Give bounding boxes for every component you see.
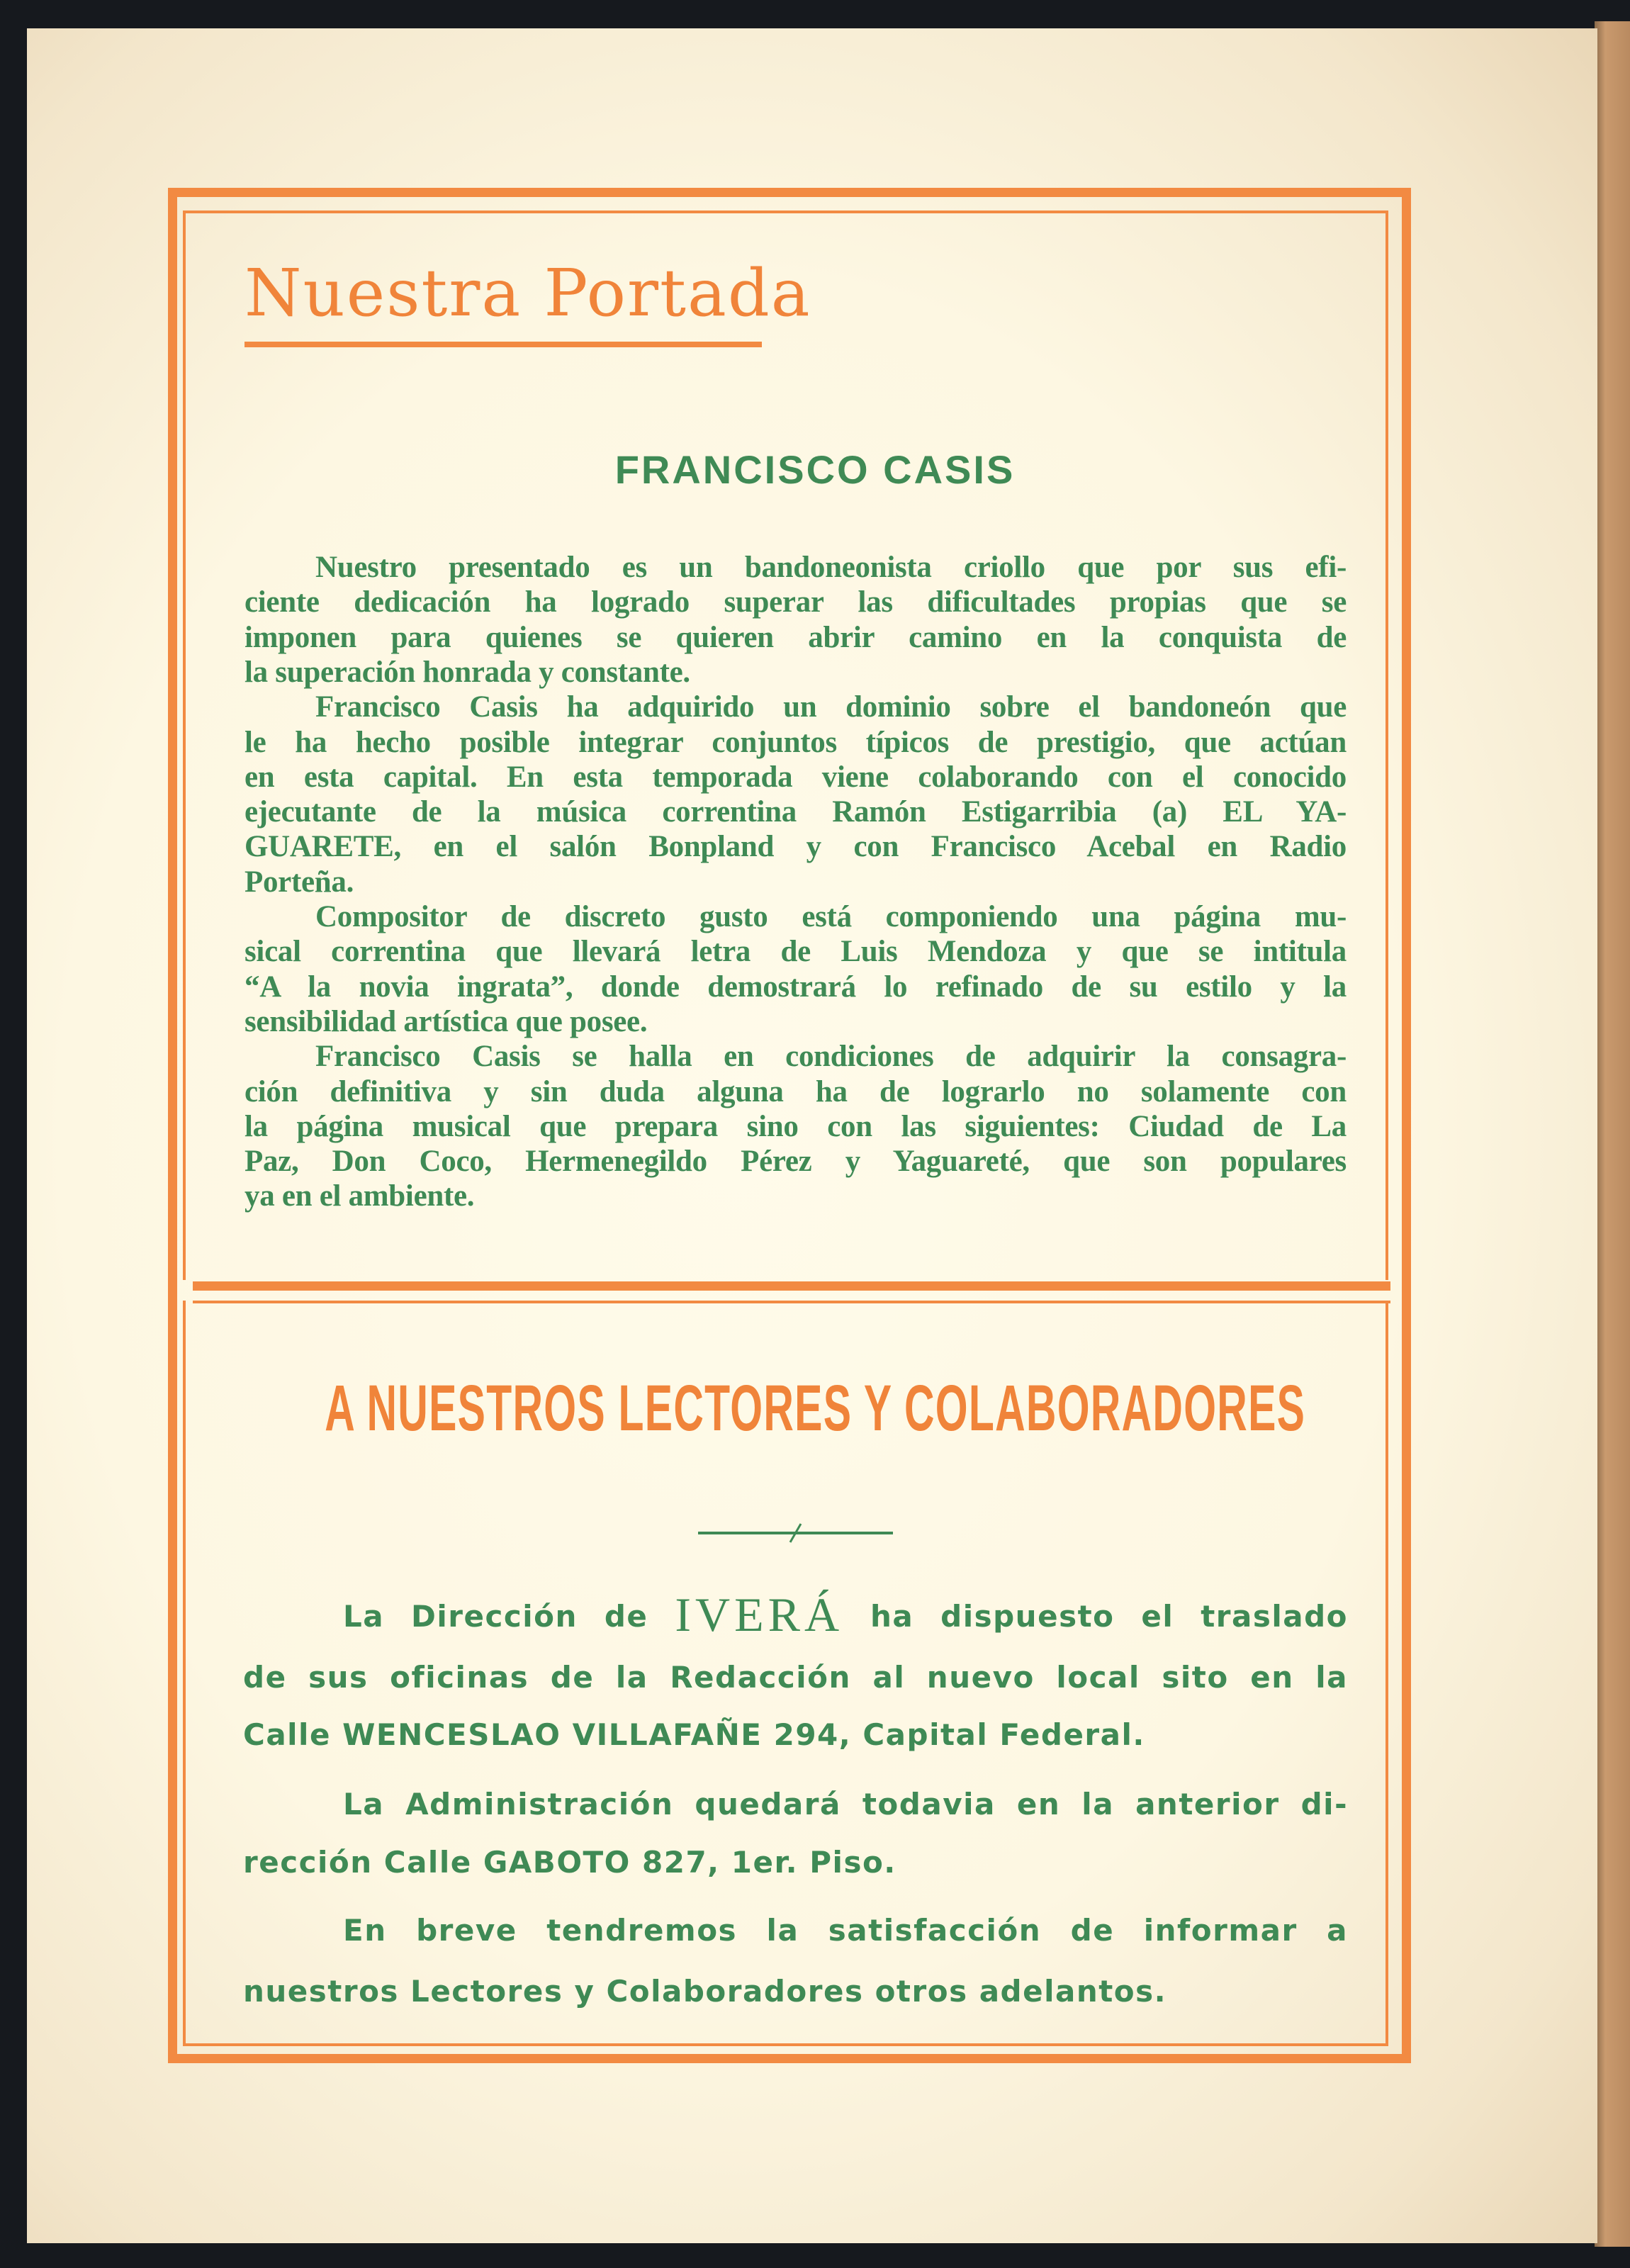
notice-line: de sus oficinas de la Redacción al nuevo local sito en la [243, 1660, 1348, 1695]
article-line: imponen para quienes se quieren abrir camino en la conquista de [244, 620, 1347, 654]
ornament-divider [698, 1522, 893, 1544]
notice-text: La Dirección de [343, 1599, 648, 1634]
article-line: la página musical que prepara sino con las siguientes: Ciudad de La [244, 1109, 1347, 1143]
notice-text: ha dispuesto el traslado [870, 1599, 1348, 1634]
notice-line [343, 1588, 1348, 1641]
article-line: ya en el ambiente. [244, 1179, 475, 1213]
notice-line: En breve tendremos la satisfacción de informar a [343, 1913, 1348, 1948]
article-subtitle: FRANCISCO CASIS [614, 447, 1016, 492]
article-line: ejecutante de la música correntina Ramón Estigarribia (a) EL YA- [244, 795, 1347, 829]
article-line: Francisco Casis ha adquirido un dominio sobre el bandoneón que [315, 690, 1347, 724]
section-title: Nuestra Portada [244, 255, 811, 331]
notice-heading [0, 1371, 1630, 1446]
notice-line: La Administración quedará todavia en la anterior di- [343, 1787, 1348, 1821]
article-line: en esta capital. En esta temporada viene colaborando con el conocido [244, 760, 1347, 794]
article-line: Paz, Don Coco, Hermenegildo Pérez y Yaguareté, que son populares [244, 1145, 1347, 1179]
notice-line: rección Calle GABOTO 827, 1er. Piso. [243, 1845, 896, 1880]
article-line: ciente dedicación ha logrado superar las dificultades propias que se [244, 585, 1347, 619]
article-line: Compositor de discreto gusto está componiendo una página mu- [315, 900, 1347, 933]
notice-line: nuestros Lectores y Colaboradores otros adelantos. [243, 1974, 1167, 2009]
article-line: sical correntina que llevará letra de Luis Mendoza y que se intitula [244, 935, 1347, 969]
title-underline [244, 342, 762, 347]
article-line: “A la novia ingrata”, donde demostrará lo refinado de su estilo y la [244, 970, 1347, 1004]
article-line: ción definitiva y sin duda alguna ha de lograrlo no solamente con [244, 1074, 1347, 1108]
article-line: GUARETE, en el salón Bonpland y con Francisco Acebal en Radio [244, 830, 1347, 864]
notice-heading-text: A NUESTROS LECTORES Y COLABORADORES [325, 1372, 1305, 1444]
magazine-name: IVERÁ [675, 1588, 844, 1641]
article-line: Francisco Casis se halla en condiciones de adquirir la consagra- [315, 1040, 1347, 1074]
article-line: Porteña. [244, 865, 354, 899]
adjacent-page-edge [1595, 21, 1630, 2247]
article-line: la superación honrada y constante. [244, 655, 690, 689]
article-line: le ha hecho posible integrar conjuntos típicos de prestigio, que actúan [244, 725, 1347, 759]
notice-line: Calle WENCESLAO VILLAFAÑE 294, Capital Federal. [243, 1717, 1145, 1752]
article-line: sensibilidad artística que posee. [244, 1004, 648, 1038]
article-line: Nuestro presentado es un bandoneonista criollo que por sus efi- [315, 551, 1347, 584]
